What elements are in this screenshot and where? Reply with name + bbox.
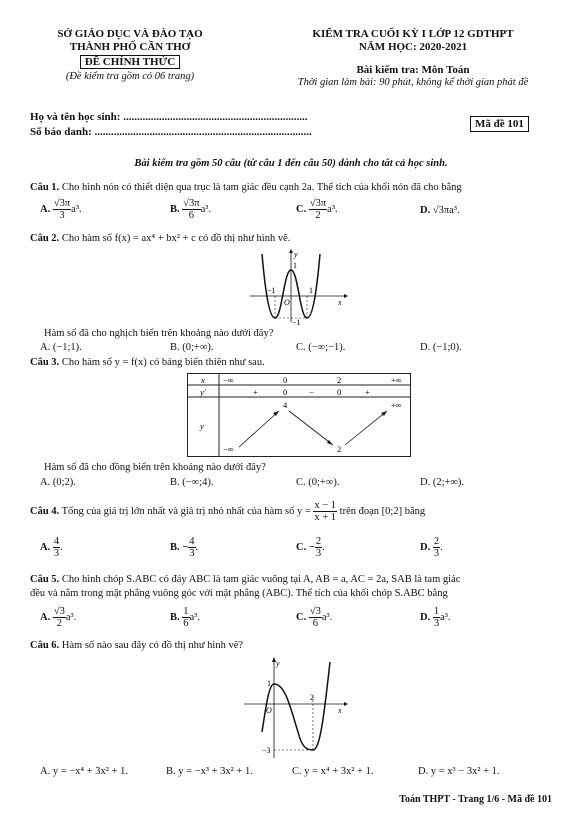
tick-label: −1 xyxy=(292,318,301,326)
option-6a[interactable]: A. y = −x⁴ + 3x² + 1. xyxy=(40,766,128,777)
exam-code: Mã đề 101 xyxy=(470,116,529,132)
student-name-field: Họ và tên học sinh: ................................................................... xyxy=(30,111,308,123)
y-value: +∞ xyxy=(391,400,402,410)
q6-graph xyxy=(240,656,350,760)
y-value: −∞ xyxy=(223,444,234,454)
option-2c[interactable]: C. (−∞;−1). xyxy=(296,342,346,353)
option-4d[interactable]: D. $\frac{2}{3}$ . xyxy=(420,536,443,560)
option-6d[interactable]: D. y = x³ − 3x² + 1. xyxy=(418,766,500,777)
tick-label: 1 xyxy=(293,261,297,270)
function-fraction: $\frac{x - 1}{x + 1}$ xyxy=(314,500,337,524)
tick-label: 2 xyxy=(310,693,314,702)
option-2d[interactable]: D. (−1;0). xyxy=(420,342,462,353)
pages-note: (Đề kiểm tra gồm có 06 trang) xyxy=(65,71,195,82)
origin-label: O xyxy=(284,298,290,307)
question-3 xyxy=(30,357,265,368)
question-text: trên đoạn [0;2] bằng xyxy=(339,505,426,517)
yp-row-label: y′ xyxy=(200,387,206,397)
question-text: Cho hình nón có thiết diện qua trục là tam giác đều cạnh 2a. Thể tích của khối nón đã cho bằng xyxy=(61,182,462,193)
option-1a[interactable]: A. $\frac{√3\pi}{3}$ a³. xyxy=(40,198,82,222)
yp-value: + xyxy=(365,387,370,397)
tick-label: 1 xyxy=(267,679,271,688)
variation-table xyxy=(187,373,412,457)
q2-graph xyxy=(248,248,348,326)
y-axis-label: y xyxy=(294,250,298,259)
question-2-prompt: Hàm số đã cho nghịch biến trên khoảng nào dưới đây? xyxy=(44,328,274,339)
school-year: NĂM HỌC: 2020-2021 xyxy=(358,41,468,53)
x-value: +∞ xyxy=(391,375,402,385)
option-3c[interactable]: C. (0;+∞). xyxy=(296,477,340,488)
question-number: Câu 1. xyxy=(30,182,60,193)
option-3a[interactable]: A. (0;2). xyxy=(40,477,76,488)
student-id-field: Số báo danh: ............................................................................... xyxy=(30,126,312,138)
tick-label: 1 xyxy=(309,286,313,295)
option-3d[interactable]: D. (2;+∞). xyxy=(420,477,465,488)
question-number: Câu 4. xyxy=(30,505,60,517)
y-value: 4 xyxy=(283,400,288,410)
question-text: Hàm số nào sau đây có đồ thị như hình vẽ? xyxy=(61,640,244,651)
tick-label: −1 xyxy=(267,286,276,295)
option-4b[interactable]: B. − $\frac{4}{3}$ . xyxy=(170,536,199,560)
x-value: 0 xyxy=(283,375,288,385)
option-2a[interactable]: A. (−1;1). xyxy=(40,342,82,353)
x-axis-label: x xyxy=(338,298,342,307)
option-1c[interactable]: C. $\frac{√3\pi}{2}$ a³. xyxy=(296,198,338,222)
option-1b[interactable]: B. $\frac{√3\pi}{6}$ a³. xyxy=(170,198,212,222)
instruction: Bài kiểm tra gồm 50 câu (từ câu 1 đến câu 50) dành cho tất cả học sinh. xyxy=(134,158,448,169)
yp-value: − xyxy=(309,387,314,397)
option-5b[interactable]: B. $\frac{1}{6}$ a³. xyxy=(170,606,200,630)
x-row-label: x xyxy=(201,375,205,385)
option-5c[interactable]: C. $\frac{√3}{6}$ a³. xyxy=(296,606,333,630)
question-3-prompt: Hàm số đã cho đồng biến trên khoảng nào dưới đây? xyxy=(44,462,266,473)
origin-label: O xyxy=(266,706,272,715)
option-3b[interactable]: B. (−∞;4). xyxy=(170,477,214,488)
option-4c[interactable]: C. − $\frac{2}{3}$ . xyxy=(296,536,325,560)
yp-value: 0 xyxy=(337,387,342,397)
y-value: 2 xyxy=(337,444,342,454)
x-axis-label: x xyxy=(338,706,342,715)
option-5a[interactable]: A. $\frac{√3}{2}$ a³. xyxy=(40,606,77,630)
question-number: Câu 3. xyxy=(30,357,60,368)
subject: Bài kiểm tra: Môn Toán xyxy=(356,64,470,76)
question-text: Cho hàm số y = f(x) có bảng biến thiên như sau. xyxy=(61,357,265,368)
option-4a[interactable]: A. $\frac{4}{3}$ . xyxy=(40,536,63,560)
question-4 xyxy=(30,500,425,523)
header-city: THÀNH PHỐ CẦN THƠ xyxy=(69,41,191,53)
option-6b[interactable]: B. y = −x³ + 3x² + 1. xyxy=(166,766,253,777)
question-number: Câu 5. xyxy=(30,574,60,585)
question-number: Câu 2. xyxy=(30,233,60,244)
option-1d[interactable]: D. √3πa³. xyxy=(420,205,460,216)
question-text: Tổng của giá trị lớn nhất và giá trị nhỏ nhất của hàm số y = xyxy=(61,505,311,517)
question-2 xyxy=(30,233,290,244)
time-note: Thời gian làm bài: 90 phút, không kể thời gian phát đề xyxy=(297,77,529,88)
question-number: Câu 6. xyxy=(30,640,60,651)
exam-title: KIỂM TRA CUỐI KỲ I LỚP 12 GDTHPT xyxy=(312,28,514,40)
question-5 xyxy=(30,574,460,585)
y-row-label: y xyxy=(200,421,204,431)
official-label: ĐỀ CHÍNH THỨC xyxy=(30,56,230,68)
y-axis-label: y xyxy=(276,659,280,668)
question-text: Cho hàm số f(x) = ax⁴ + bx² + c có đồ thị như hình vẽ. xyxy=(61,233,291,244)
x-value: 2 xyxy=(337,375,342,385)
tick-label: −3 xyxy=(262,746,271,755)
x-value: −∞ xyxy=(223,375,234,385)
question-1 xyxy=(30,182,462,193)
question-text: Cho hình chóp S.ABC có đáy ABC là tam giác vuông tại A, AB = a, AC = 2a, SAB là tam giác xyxy=(61,574,461,585)
option-2b[interactable]: B. (0;+∞). xyxy=(170,342,214,353)
option-6c[interactable]: C. y = x⁴ + 3x² + 1. xyxy=(292,766,374,777)
yp-value: + xyxy=(253,387,258,397)
yp-value: 0 xyxy=(283,387,288,397)
page-footer: Toán THPT - Trang 1/6 - Mã đề 101 xyxy=(399,794,552,805)
question-6 xyxy=(30,640,243,651)
header-department: SỞ GIÁO DỤC VÀ ĐÀO TẠO xyxy=(57,28,203,40)
option-5d[interactable]: D. $\frac{1}{3}$ a³. xyxy=(420,606,451,630)
question-5-line2: đều và nằm trong mặt phẳng vuông góc với mặt phẳng (ABC). Thể tích của khối chóp S.ABC bằng xyxy=(30,588,448,599)
